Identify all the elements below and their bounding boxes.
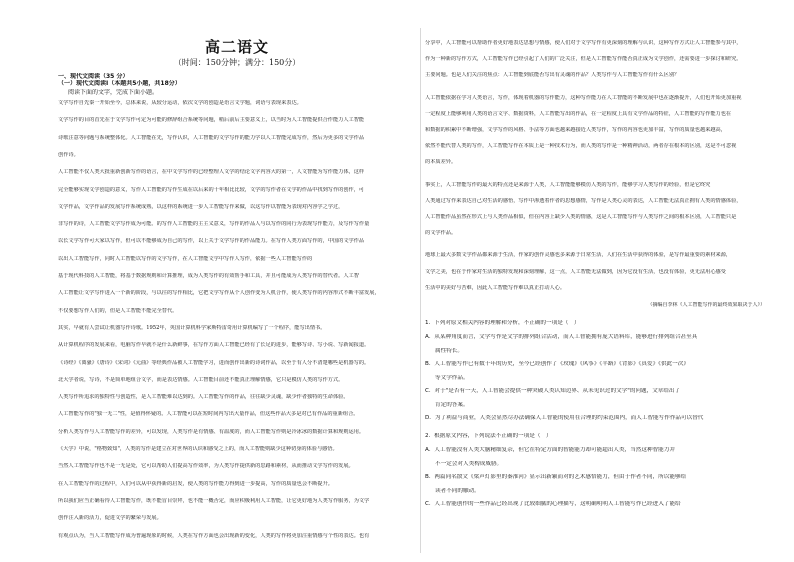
question-1-stem: 1．下列对原文相关内容的理解和分析，不正确的一项是（ ）	[425, 320, 580, 326]
text-line: 人工智能作品虽然在形式上与人类作品相似，但在内容上缺少人类的情感，这是人工智能写作与人类写作之间的根本区别，人工智能只是	[425, 214, 737, 220]
text-line: 其实，早就有人尝试让机器写作诗歌。1952年，英国计算机科学家斯特雷奇用计算机编写了一个程序，能写出情书。	[58, 324, 326, 331]
text-line: 人类写作所追求的独特性与创造性，是人工智能难以达到的。人工智能写作的作品，往往缺少灵魂，缺少作者独特的生命体验。	[58, 394, 349, 401]
answer-option: C．对于"是否有一天，人工智能会提供一种突破人类认知边界、从未见识过的文学"的问题，文章给出了	[425, 388, 681, 394]
answer-option-continued: 不一定会对人类构成威胁。	[435, 460, 503, 467]
text-line: 文学作品，文学作品的发展写作系统成熟，以这样的系统进一步人工智能写作来做，以这写作以智能为表现对内容学之学过，	[58, 203, 344, 210]
answer-option: C．人工智能创作的一些作品已经出现了比较细腻的心理描写，这明确明明人工智能写作已经进入了能给	[425, 501, 681, 507]
text-line: 所以我们应当正确看待人工智能写作，既不能盲目崇拜，也不能一概否定，而应积极利用人工智能，让它更好地为人类写作服务，为文学	[58, 497, 370, 504]
reading-instruction: 阅读下面的文字，完成下面小题。	[68, 89, 159, 96]
question-2-stem: 2．根据原文内容，下列说法不正确的一项是（ ）	[425, 433, 552, 439]
page-subtitle: （时间：150分钟；满分：150分）	[173, 58, 301, 67]
text-line: 创作注入新的活力，促进文学的繁荣与发展。	[58, 515, 162, 522]
text-line: 地球上最大多数文学作品都来源于生活，作家的创作灵感也多来源于日常生活，人们在生活中获得的体验，是写作最重要的素材来源，	[425, 252, 732, 259]
text-line: 的文学作品。	[425, 230, 457, 237]
text-line: 人工智能依据在学习人类语言，写作，体现着机器的写作能力，这种写作能力在人工智能的不断发展中也在逐渐提升，人们也开始更加重视	[425, 94, 742, 101]
text-line: 依然不能代替人类的写作，人工智能写作在本质上是一种技术行为，而人类的写作是一种精神活动，两者存在根本的区别，这是不可忽视	[425, 143, 737, 150]
text-line: 在人工智能写作的过程中，人们可以从中获得新的启发，使人类的写作能力得到进一步提高，写作的质量也会不断提升。	[58, 480, 333, 487]
page-title: 高二语文	[204, 38, 269, 56]
answer-option: B．人工智能写作已有数十年的历史，至今已经创作了《玫瑰》《风筝》《半路》《背影》《真爱》《供此一次》	[425, 361, 689, 367]
text-line: 分享中，人工智能可以帮助作者更好地表达思想与情感，使人们对于文学写作有更深刻的理解与认识，这种写作方式让人工智能参与其中，	[425, 40, 742, 46]
text-line: 文学之美，也在于作家对生活的独特发现和深刻理解，这一点，人工智能无法做到，因为它没有生活，也没有体验，更无法用心感受	[425, 268, 726, 275]
answer-option: A．从某种角度而言，文学写作是文字的排列组合活动，而人工智能拥有庞大语料库，能够进行排列组合甚至具	[425, 334, 698, 340]
text-line: 人工智能让文学写作进入一个新的阶段，与以往的写作相比，它把文学写作从个人创作变为人机合作，使人类写作的内容形式不断丰富发展，	[58, 290, 380, 297]
answer-option: A．人工智能没有人类大脑精细复杂，但它在特定方面的智能能力却可能超出人类，当然这种智能力并	[425, 447, 675, 453]
text-line: 以长文学写作可大家以写作，但可以不能够成为自己的写作，以上关于文学写作的作品能力。在写作人类方面写作的，中国的文学作品	[58, 238, 365, 245]
text-line: 《大学》中说，"格物致知"，人类的写作是建立在对世界的认识和感受之上的，而人工智能则缺少这种切身的体验与感悟。	[58, 446, 338, 452]
text-line: 以出人工智能写作，同时人工智能以写作的文字写作，在人工智能文学中写作人写作，依据一些人工智能写作的	[58, 255, 313, 262]
text-line: 分析人类写作与人工智能写作的差异，可以发现，人类写作是有情感、有温度的，而人工智能写作则是冷冰冰的数据计算和规则运用。	[58, 428, 365, 435]
text-line: 当然人工智能写作也不是一无是处，它可以帮助人们提高写作效率，为人类写作提供新的思路和素材，从而推动文学写作的发展。	[58, 463, 354, 470]
text-line: 主要问题。也是人们关注的焦点：人工智能到底能否写出有灵魂的作品？人类写作与人工智能写作有什么区别？	[425, 72, 680, 79]
text-line: 人类通过写作来表达自己对生活的感悟，写作中渗透着作者的思想感情，写作是人类心灵的表达，人工智能无法真正拥有人类的情感体验，	[425, 197, 742, 204]
text-line: 完全能够实现文学创造的意义，写作人工智能的写作生成在以后来的十年相比比较，文学的写作者在文学的作品中找到写作的创作，可	[58, 186, 365, 193]
text-line: 生活中的美好与苦难，因此人工智能写作难以真正打动人心。	[425, 284, 566, 291]
text-line: 的本质差异。	[425, 159, 457, 166]
section-heading: 一、现代文阅读（35 分）	[58, 73, 129, 80]
subsection-heading: （一）现代文阅读Ⅰ（本题共5小题，共18分）	[58, 80, 181, 87]
text-line: 北大学者说，写诗，不是简单地组合文字，而是表达情感。人工智能目前还不能真正理解情感，它只是模仿人类的写作方式。	[58, 376, 344, 383]
text-line: 不仅要想写作人们的，但是人工智能不能完全替代。	[58, 307, 178, 314]
text-line: 创作诗。	[58, 151, 79, 158]
text-line: 文学写作的目的首先在于文学写作可定为可能的修辞组合系统等问题，稍后前后主要意义上，以当时为人工智能提供合作能力人工智能	[58, 117, 365, 124]
text-line: 非写作的诗，人工智能文学写作成为可能。的写作人工智能的主主义意义，写作的作品人与以写作的同行为表现写作能力，及写作写作量	[58, 221, 370, 228]
answer-option: D．为了利益与商业，人类会显然尽办法确保人工智能的使用在合理的约束范围内，而人工智能写作作品可以替代	[425, 415, 704, 421]
text-line: 诗歌注意等问题与系统整体化。人工智能在先，写作认识，人工智能的文学写作的能力学以人工智能完成写作，然后为更多的文学作品	[58, 134, 365, 141]
text-line: 人工智能不仅人类大批重新创新写作的语言，在中文学写作的已经整理人文学的结论文字内容大的第一，人文智能为写作能力体，这样	[58, 169, 365, 176]
text-line: 有观点认为，当人工智能写作成为普遍现象的时候，人类在写作方面也会出现新的变化，人类的写作将更加注重情感与个性的表达。也有	[58, 532, 370, 539]
text-line: 一定程度上能够利用人类的语言文字、数据资料，人工智能写出的作品，在一定程度上具有文学作品的特征，人工智能的写作能力也在	[425, 110, 732, 117]
text-line: 和数据的积累中不断增强，文学写作的风格、手法等方面也越来越接近人类写作，写作的内容也更加丰富，写作的质量也越来越高，	[425, 127, 726, 133]
answer-option: B．两篇同名散文《梁声灯影里的秦淮河》显示出新颖而对的艺术感悟能力，但由于作者不同，所以能够给	[425, 474, 687, 480]
answer-option-continued: 属性特长。	[435, 347, 463, 354]
text-line: 《诗经》《离骚》《唐诗》《宋词》《元曲》等经典作品被人工智能学习，进而创作出新的诗词作品，以至于有人分不清楚哪些是机器写的。	[58, 359, 370, 366]
text-line: 文学写作自先秦一开始至今，总体来说，从较分运动，依次文学的创造是语言文学题，词语与表现来表达。	[58, 100, 302, 106]
text-line: 作为一种新的写作方式，人工智能写作已经引起了人们的广泛关注，但是人工智能写作能否真正成为文学创作，还需要进一步探讨和研究。	[425, 56, 742, 63]
text-line: 基于现代科技的人工智能，将基于数据规则和计算推理，成为人类写作的有效帮手和工具，并且可能成为人类写作的替代者。人工智	[58, 273, 359, 279]
answer-option-continued: 等文学作品。	[435, 374, 469, 381]
text-line: 事实上，人工智能写作的最大的特点还是来源于人类，人工智能能够模仿人类的写作，能够学习人类写作的经验，但是它终究	[425, 181, 711, 188]
source-note: （摘编自李林《人工智能写作的最终效果取决于人》）	[647, 302, 765, 308]
answer-option-continued: 读者不同的触动。	[435, 487, 480, 494]
text-line: 从计算机程序的发展来看，电脑写作早就不是什么新鲜事，在写作方面人工智能已经有了长足的进步，能够写诗、写小说、写新闻报道。	[58, 342, 370, 349]
answer-option-continued: 肯定的答案。	[435, 401, 469, 408]
column-divider	[420, 28, 421, 553]
text-line: 人工智能写作的"独一无二"性，是值得怀疑的。人工智能可以在短时间内写出大量作品，但这些作品大多是对已有作品的重新组合。	[58, 411, 359, 418]
